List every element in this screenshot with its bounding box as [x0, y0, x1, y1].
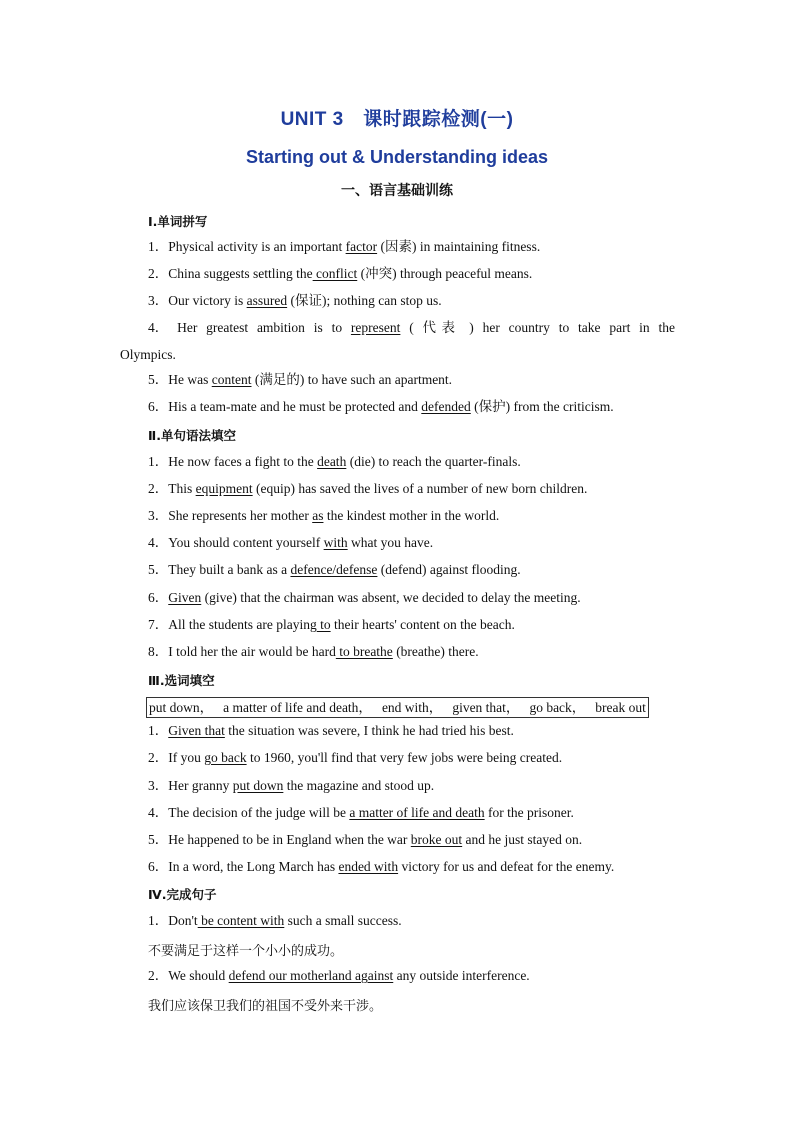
- page-subtitle: Starting out & Understanding ideas: [245, 147, 549, 167]
- question-item: 6．In a word, the Long March has ended with victory for us and defeat for the enemy.: [148, 859, 615, 874]
- chinese-translation: 不要满足于这样一个小小的成功。: [148, 944, 344, 959]
- answer-text: a matter of life and death: [349, 805, 485, 820]
- question-item: 2．China suggests settling the conflict (冲突) through peaceful means.: [148, 266, 533, 281]
- question-item: 5．He was content (满足的) to have such an apartment.: [148, 372, 453, 387]
- question-item-continuation: Olympics.: [120, 347, 176, 362]
- answer-text: content: [211, 372, 252, 387]
- answer-text: to: [316, 617, 331, 632]
- word-bank-item: given that，: [452, 700, 520, 715]
- answer-text: defended: [421, 399, 471, 414]
- answer-text: conflict: [312, 266, 358, 281]
- question-item: 2．If you go back to 1960, you'll find that very few jobs were being created.: [148, 750, 563, 765]
- answer-text: be content with: [197, 913, 285, 928]
- answer-text: defend our motherland against: [228, 968, 394, 983]
- word-bank-item: a matter of life and death，: [223, 700, 372, 715]
- question-item: 4． Her greatest ambition is to represent ( 代表 ) her country to take part in the: [148, 320, 675, 335]
- section-heading-1: Ⅰ.单词拼写: [148, 214, 208, 229]
- word-bank-item: break out: [595, 700, 646, 715]
- answer-text: represent: [350, 320, 401, 335]
- answer-text: defence/defense: [290, 562, 378, 577]
- question-item: 1．Physical activity is an important factor (因素) in maintaining fitness.: [148, 239, 541, 254]
- question-item: 3．Her granny put down the magazine and stood up.: [148, 778, 435, 793]
- question-item: 2．We should defend our motherland against any outside interference.: [148, 968, 530, 983]
- question-item: 2．This equipment (equip) has saved the lives of a number of new born children.: [148, 481, 588, 496]
- page-title: UNIT 3 课时跟踪检测(一): [280, 109, 514, 130]
- answer-text: with: [323, 535, 348, 550]
- question-item: 4．You should content yourself with what you have.: [148, 535, 434, 550]
- part-heading: 一、语言基础训练: [341, 183, 453, 199]
- question-item: 1．He now faces a fight to the death (die) to reach the quarter-finals.: [148, 454, 521, 469]
- answer-text: to breathe: [335, 644, 393, 659]
- section-heading-3: Ⅲ.选词填空: [148, 673, 215, 688]
- question-item: 6．Given (give) that the chairman was absent, we decided to delay the meeting.: [148, 590, 581, 605]
- section-heading-4: Ⅳ.完成句子: [148, 887, 217, 902]
- answer-text: as: [312, 508, 324, 523]
- question-item: 1．Given that the situation was severe, I think he had tried his best.: [148, 723, 514, 738]
- answer-text: death: [317, 454, 347, 469]
- word-bank-item: end with，: [381, 700, 443, 715]
- question-item: 5．They built a bank as a defence/defense (defend) against flooding.: [148, 562, 521, 577]
- answer-text: go back: [204, 750, 247, 765]
- question-item: 1．Don't be content with such a small success.: [148, 913, 402, 928]
- question-item: 5．He happened to be in England when the war broke out and he just stayed on.: [148, 832, 583, 847]
- answer-text: broke out: [410, 832, 463, 847]
- answer-text: Given: [168, 590, 202, 605]
- answer-text: put down: [232, 778, 284, 793]
- chinese-translation: 我们应该保卫我们的祖国不受外来干涉。: [148, 999, 383, 1014]
- answer-text: factor: [345, 239, 378, 254]
- answer-text: Given that: [168, 723, 225, 738]
- answer-text: assured: [246, 293, 288, 308]
- word-bank-item: put down，: [149, 700, 214, 715]
- answer-text: equipment: [195, 481, 253, 496]
- question-item: 3．Our victory is assured (保证); nothing can stop us.: [148, 293, 442, 308]
- word-bank-item: go back，: [529, 700, 586, 715]
- answer-text: ended with: [338, 859, 399, 874]
- question-item: 4．The decision of the judge will be a matter of life and death for the prisoner.: [148, 805, 574, 820]
- question-item: 8．I told her the air would be hard to breathe (breathe) there.: [148, 644, 479, 659]
- word-bank-box: [146, 697, 649, 718]
- question-item: 6．His a team-mate and he must be protected and defended (保护) from the criticism.: [148, 399, 614, 414]
- question-item: 7．All the students are playing to their hearts' content on the beach.: [148, 617, 515, 632]
- question-item: 3．She represents her mother as the kindest mother in the world.: [148, 508, 500, 523]
- section-heading-2: Ⅱ.单句语法填空: [148, 428, 236, 443]
